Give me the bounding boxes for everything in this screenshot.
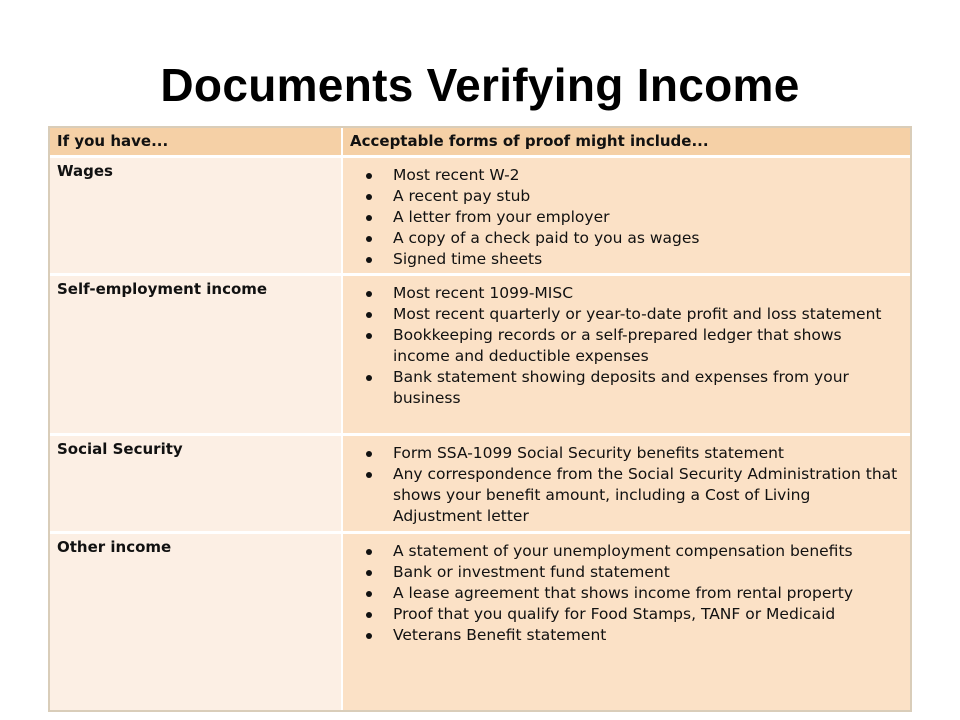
list-item: A statement of your unemployment compensation benefits [361,541,900,562]
proof-list-cell [342,156,910,274]
list-item: Most recent W-2 [361,165,900,186]
proof-list [361,165,900,270]
category-cell: Wages [50,156,342,274]
table-row-wages [50,156,910,274]
proof-list [361,283,900,409]
list-item: Bank statement showing deposits and expenses from your business [361,367,900,409]
list-item: A letter from your employer [361,207,900,228]
slide-title: Documents Verifying Income [160,59,800,111]
table-row-social-security [50,434,910,532]
list-item: A recent pay stub [361,186,900,207]
list-item: Proof that you qualify for Food Stamps, TANF or Medicaid [361,604,900,625]
category-cell: Other income [50,532,342,710]
list-item: Any correspondence from the Social Security Administration that shows your benefit amount, including a Cost of Living Adjustment letter [361,464,900,527]
list-item: Bookkeeping records or a self-prepared ledger that shows income and deductible expenses [361,325,900,367]
list-item: A copy of a check paid to you as wages [361,228,900,249]
list-item: Bank or investment fund statement [361,562,900,583]
table-header-row [50,128,910,156]
header-acceptable-proof: Acceptable forms of proof might include... [342,128,910,156]
proof-list [361,443,900,527]
list-item: Veterans Benefit statement [361,625,900,646]
proof-list-cell [342,532,910,710]
proof-list-cell [342,274,910,434]
list-item: Most recent 1099-MISC [361,283,900,304]
proof-table [50,128,910,710]
list-item: Form SSA-1099 Social Security benefits statement [361,443,900,464]
proof-list [361,541,900,646]
table-row-other-income [50,532,910,710]
list-item: Signed time sheets [361,249,900,270]
proof-table-container [48,126,912,712]
category-cell: Self-employment income [50,274,342,434]
proof-list-cell [342,434,910,532]
header-if-you-have: If you have... [50,128,342,156]
list-item: Most recent quarterly or year-to-date profit and loss statement [361,304,900,325]
table-row-self-employment [50,274,910,434]
category-cell: Social Security [50,434,342,532]
list-item: A lease agreement that shows income from rental property [361,583,900,604]
